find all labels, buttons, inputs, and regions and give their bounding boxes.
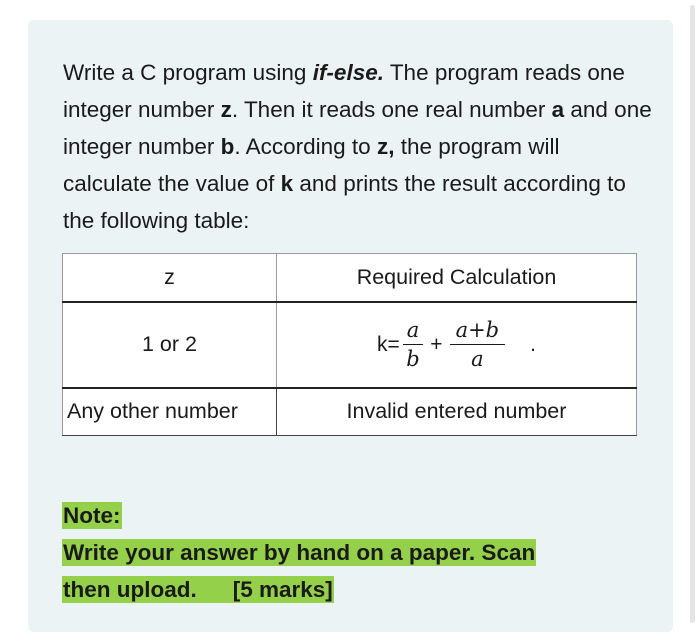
intro-text-1: Write a C program using — [63, 60, 313, 85]
var-z-2: z, — [376, 134, 395, 159]
note-title: Note: — [63, 503, 121, 528]
note-line-2 — [62, 576, 334, 603]
fraction-a-over-b — [403, 318, 424, 371]
var-b: b — [220, 134, 235, 159]
fraction-denominator: a — [471, 347, 484, 371]
table-header-row — [63, 254, 637, 302]
var-a: a — [551, 97, 565, 122]
question-text — [63, 54, 653, 239]
fraction-a-plus-b-over-a — [450, 318, 506, 371]
intro-text-7: and prints the result according to the following table: — [63, 171, 626, 233]
intro-text-3: . Then it reads one real number — [231, 97, 552, 122]
intro-text-6: the program will calculate the value of — [63, 134, 560, 196]
var-k: k — [280, 171, 294, 196]
intro-text-4: and one integer number — [63, 97, 652, 159]
note-block — [62, 497, 536, 608]
if-else-keyword: if-else. — [312, 60, 384, 85]
var-z: z — [220, 97, 232, 122]
scrollbar[interactable] — [690, 5, 695, 623]
intro-text-2: The program reads one integer number — [63, 60, 625, 122]
calculation-table — [62, 253, 637, 436]
note-marks: [5 marks] — [232, 577, 333, 602]
fraction-denominator: b — [406, 347, 420, 371]
table-row — [63, 388, 637, 436]
cell-z-1-or-2: 1 or 2 — [63, 302, 277, 388]
note-line-1: Write your answer by hand on a paper. Scan — [63, 540, 536, 565]
plus-sign: + — [430, 332, 443, 356]
header-z: z — [63, 254, 277, 302]
note-upload-text: then upload. — [63, 577, 197, 602]
fraction-numerator: a — [403, 318, 424, 345]
table-row — [63, 302, 637, 388]
intro-text-5: . According to — [234, 134, 377, 159]
cell-invalid: Invalid entered number — [276, 388, 636, 436]
k-formula — [377, 318, 536, 371]
formula-prefix: k= — [377, 332, 400, 356]
header-required-calculation: Required Calculation — [276, 254, 636, 302]
formula-period: . — [530, 332, 536, 356]
fraction-numerator: a+b — [450, 318, 506, 345]
cell-z-other: Any other number — [63, 388, 277, 436]
cell-formula — [276, 302, 636, 388]
